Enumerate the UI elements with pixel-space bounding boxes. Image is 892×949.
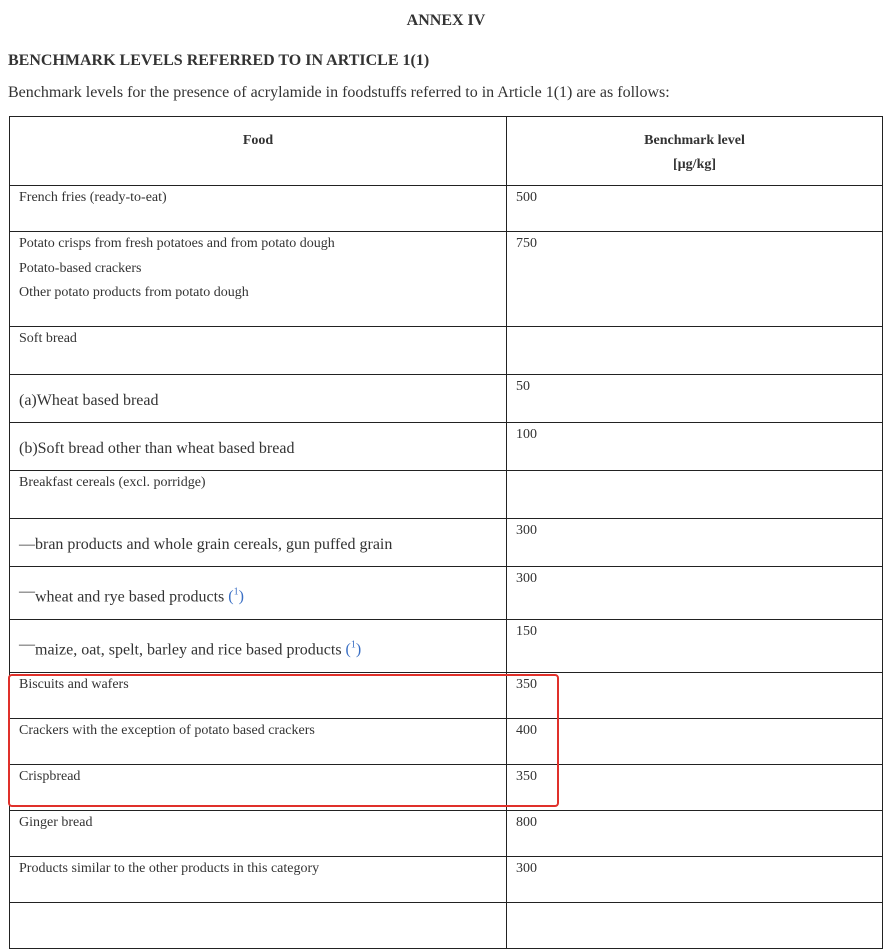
food-cell — [10, 471, 507, 519]
table-row — [10, 765, 883, 811]
food-name: Soft bread — [19, 331, 77, 346]
level-cell — [507, 903, 883, 949]
level-value: 150 — [516, 624, 537, 639]
food-name: Biscuits and wafers — [19, 677, 129, 692]
level-value: 350 — [516, 769, 537, 784]
level-cell — [507, 519, 883, 567]
footnote-link[interactable] — [228, 588, 244, 605]
table-row — [10, 471, 883, 519]
table-row — [10, 811, 883, 857]
level-cell — [507, 620, 883, 673]
table-row — [10, 903, 883, 949]
food-name: Wheat based bread — [36, 392, 159, 409]
level-value: 800 — [516, 815, 537, 830]
food-cell — [10, 857, 507, 903]
food-cell — [10, 903, 507, 949]
level-cell — [507, 673, 883, 719]
food-cell — [10, 719, 507, 765]
food-name: wheat and rye based products — [35, 588, 229, 606]
food-name: Other potato products from potato dough — [19, 285, 249, 300]
food-name: French fries (ready-to-eat) — [19, 190, 167, 205]
level-value: 400 — [516, 723, 537, 738]
food-cell — [10, 186, 507, 232]
food-cell — [10, 765, 507, 811]
food-name: Ginger bread — [19, 815, 93, 830]
level-cell — [507, 375, 883, 423]
header-benchmark-level — [507, 117, 883, 186]
food-cell — [10, 423, 507, 471]
section-heading: BENCHMARK LEVELS REFERRED TO IN ARTICLE 1(1) — [8, 52, 430, 69]
food-cell — [10, 567, 507, 620]
level-cell — [507, 327, 883, 375]
table-row — [10, 327, 883, 375]
food-name: Soft bread other than wheat based bread — [37, 440, 295, 457]
dash-prefix: — — [19, 536, 35, 553]
level-value: 50 — [516, 379, 530, 394]
food-name: Crackers with the exception of potato based crackers — [19, 723, 315, 738]
food-name: maize, oat, spelt, barley and rice based products — [35, 641, 346, 659]
level-value: 300 — [516, 571, 537, 586]
level-cell — [507, 765, 883, 811]
table-row — [10, 375, 883, 423]
dash-prefix: — — [19, 636, 35, 654]
food-cell — [10, 375, 507, 423]
footnote-close: ) — [355, 641, 362, 659]
footnote-open: ( — [345, 641, 351, 659]
level-cell — [507, 811, 883, 857]
header-food — [10, 117, 507, 186]
footnote-open: ( — [228, 588, 234, 606]
table-row — [10, 186, 883, 232]
level-cell — [507, 186, 883, 232]
level-value: 500 — [516, 190, 537, 205]
header-food-label: Food — [242, 133, 274, 148]
food-name: Potato-based crackers — [19, 260, 142, 276]
table-row — [10, 620, 883, 673]
food-name: Products similar to the other products in this category — [19, 861, 320, 876]
table-row — [10, 567, 883, 620]
level-cell — [507, 232, 883, 327]
benchmark-table — [9, 116, 883, 949]
food-cell — [10, 232, 507, 327]
food-name: Crispbread — [19, 769, 81, 784]
footnote-close: ) — [238, 588, 244, 606]
level-value: 100 — [516, 427, 537, 442]
intro-text: Benchmark levels for the presence of acrylamide in foodstuffs referred to in Article 1(1) are as follows: — [8, 84, 670, 101]
item-prefix: (b) — [19, 440, 38, 457]
table-row — [10, 519, 883, 567]
level-value: 300 — [516, 523, 537, 538]
table-row — [10, 673, 883, 719]
level-cell — [507, 471, 883, 519]
level-cell — [507, 567, 883, 620]
food-cell — [10, 673, 507, 719]
footnote-number: 1 — [350, 640, 356, 651]
level-cell — [507, 423, 883, 471]
header-level-unit: [µg/kg] — [672, 157, 717, 172]
food-cell — [10, 327, 507, 375]
table-header-row — [10, 117, 883, 186]
dash-prefix: — — [19, 583, 35, 601]
food-name: bran products and whole grain cereals, gun puffed grain — [35, 536, 393, 553]
level-value: 750 — [516, 236, 537, 251]
level-value: 350 — [516, 677, 537, 692]
footnote-number: 1 — [233, 587, 239, 598]
food-cell — [10, 811, 507, 857]
table-row — [10, 232, 883, 327]
table-row — [10, 719, 883, 765]
header-level-label: Benchmark level — [644, 133, 745, 148]
level-cell — [507, 719, 883, 765]
food-name: Potato crisps from fresh potatoes and from potato dough — [19, 236, 335, 251]
item-prefix: (a) — [19, 392, 37, 409]
food-cell — [10, 519, 507, 567]
level-cell — [507, 857, 883, 903]
level-value: 300 — [516, 861, 537, 876]
food-cell — [10, 620, 507, 673]
table-row — [10, 857, 883, 903]
footnote-link[interactable] — [346, 641, 362, 658]
annex-title: ANNEX IV — [406, 12, 486, 29]
food-name: Breakfast cereals (excl. porridge) — [19, 475, 206, 490]
table-row — [10, 423, 883, 471]
